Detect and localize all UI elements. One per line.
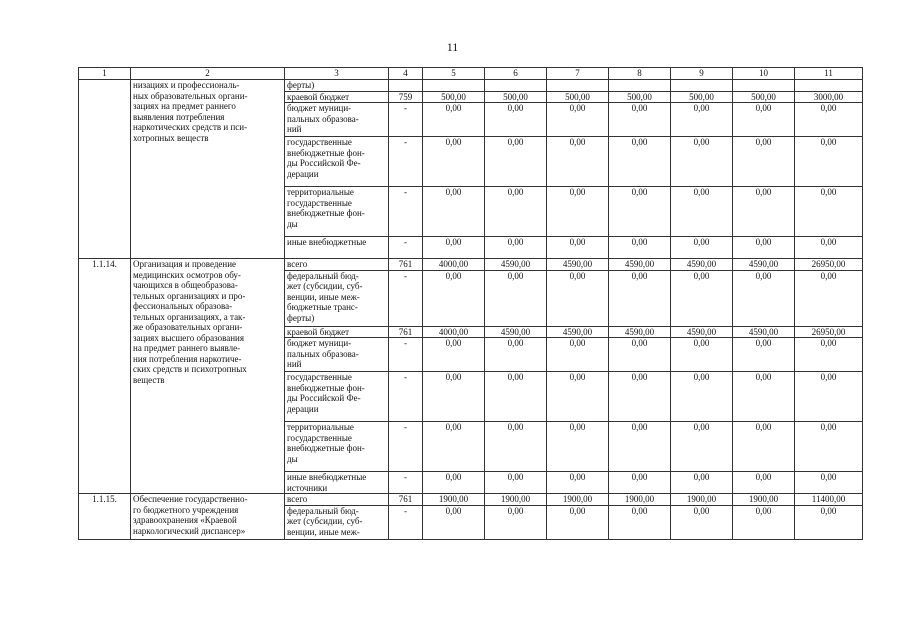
amount-col-7: 0,00 bbox=[547, 338, 609, 372]
amount-col-7: 0,00 bbox=[547, 372, 609, 422]
amount-col-6: 0,00 bbox=[485, 270, 547, 326]
amount-col-8: 0,00 bbox=[609, 270, 671, 326]
page-number: 11 bbox=[446, 40, 459, 54]
amount-col-6 bbox=[485, 80, 547, 92]
amount-col-7: 1900,00 bbox=[547, 494, 609, 506]
cont-item-number bbox=[79, 80, 131, 259]
amount-col-11: 0,00 bbox=[795, 372, 863, 422]
amount-col-6: 0,00 bbox=[485, 505, 547, 539]
amount-col-9: 4590,00 bbox=[671, 259, 733, 271]
funding-source: краевой бюджет bbox=[285, 326, 389, 338]
amount-col-10: 4590,00 bbox=[733, 326, 795, 338]
amount-col-11: 0,00 bbox=[795, 270, 863, 326]
table-row bbox=[79, 259, 863, 271]
amount-col-11: 0,00 bbox=[795, 472, 863, 494]
amount-col-10: 500,00 bbox=[733, 91, 795, 103]
amount-col-8: 0,00 bbox=[609, 338, 671, 372]
column-header-4: 4 bbox=[389, 68, 423, 80]
amount-col-5: 0,00 bbox=[423, 472, 485, 494]
amount-col-6: 4590,00 bbox=[485, 326, 547, 338]
amount-col-7: 0,00 bbox=[547, 472, 609, 494]
amount-col-7: 0,00 bbox=[547, 422, 609, 472]
amount-col-5: 0,00 bbox=[423, 103, 485, 137]
amount-col-6: 0,00 bbox=[485, 372, 547, 422]
budget-code: 759 bbox=[389, 91, 423, 103]
amount-col-9: 0,00 bbox=[671, 237, 733, 259]
amount-col-6: 0,00 bbox=[485, 422, 547, 472]
budget-code: - bbox=[389, 237, 423, 259]
amount-col-7: 0,00 bbox=[547, 103, 609, 137]
budget-code: - bbox=[389, 103, 423, 137]
amount-col-8: 4590,00 bbox=[609, 259, 671, 271]
amount-col-10: 0,00 bbox=[733, 372, 795, 422]
amount-col-11: 0,00 bbox=[795, 187, 863, 237]
funding-source: краевой бюджет bbox=[285, 91, 389, 103]
amount-col-9: 0,00 bbox=[671, 422, 733, 472]
amount-col-11: 26950,00 bbox=[795, 326, 863, 338]
amount-col-10: 0,00 bbox=[733, 187, 795, 237]
amount-col-11: 0,00 bbox=[795, 505, 863, 539]
amount-col-7 bbox=[547, 80, 609, 92]
amount-col-11: 0,00 bbox=[795, 338, 863, 372]
amount-col-10: 1900,00 bbox=[733, 494, 795, 506]
amount-col-6: 0,00 bbox=[485, 103, 547, 137]
amount-col-7: 500,00 bbox=[547, 91, 609, 103]
amount-col-8: 1900,00 bbox=[609, 494, 671, 506]
amount-col-5: 0,00 bbox=[423, 137, 485, 187]
amount-col-6: 4590,00 bbox=[485, 259, 547, 271]
amount-col-9: 0,00 bbox=[671, 338, 733, 372]
amount-col-10: 0,00 bbox=[733, 472, 795, 494]
budget-code: - bbox=[389, 187, 423, 237]
amount-col-5 bbox=[423, 80, 485, 92]
amount-col-9: 500,00 bbox=[671, 91, 733, 103]
amount-col-11 bbox=[795, 80, 863, 92]
item-1-1-14-description: Организация и проведение медицинских осмотров обу- чающихся в общеобразова- тельных организациях и про- фессиональных образова- тельных организациях, а так- же образовательных органи- зациях высшего образования на предмет раннего выявле- ния потребления наркотиче- ских средств и психотропных веществ bbox=[131, 259, 285, 494]
column-header-3: 3 bbox=[285, 68, 389, 80]
amount-col-8: 0,00 bbox=[609, 472, 671, 494]
cont-description: низациях и профессиональ- ных образовательных органи- зациях на предмет раннего выявления потребления наркотических средств и пси- хотропных веществ bbox=[131, 80, 285, 259]
item-1-1-15-item-number: 1.1.15. bbox=[79, 494, 131, 540]
budget-code: - bbox=[389, 270, 423, 326]
amount-col-9: 0,00 bbox=[671, 472, 733, 494]
column-header-8: 8 bbox=[609, 68, 671, 80]
amount-col-10: 0,00 bbox=[733, 137, 795, 187]
amount-col-9: 0,00 bbox=[671, 270, 733, 326]
amount-col-10: 0,00 bbox=[733, 338, 795, 372]
funding-source: всего bbox=[285, 494, 389, 506]
amount-col-8: 4590,00 bbox=[609, 326, 671, 338]
amount-col-9: 0,00 bbox=[671, 103, 733, 137]
amount-col-6: 0,00 bbox=[485, 187, 547, 237]
table-row bbox=[79, 494, 863, 506]
amount-col-9 bbox=[671, 80, 733, 92]
amount-col-9: 0,00 bbox=[671, 187, 733, 237]
funding-source: иные внебюджетные bbox=[285, 237, 389, 259]
column-header-2: 2 bbox=[131, 68, 285, 80]
amount-col-10: 0,00 bbox=[733, 103, 795, 137]
amount-col-11: 0,00 bbox=[795, 237, 863, 259]
amount-col-9: 0,00 bbox=[671, 372, 733, 422]
amount-col-8 bbox=[609, 80, 671, 92]
amount-col-5: 0,00 bbox=[423, 237, 485, 259]
amount-col-5: 0,00 bbox=[423, 187, 485, 237]
item-1-1-14-item-number: 1.1.14. bbox=[79, 259, 131, 494]
amount-col-5: 0,00 bbox=[423, 270, 485, 326]
amount-col-10 bbox=[733, 80, 795, 92]
amount-col-8: 0,00 bbox=[609, 505, 671, 539]
budget-code: - bbox=[389, 137, 423, 187]
funding-source: территориальные государственные внебюджетные фон- ды bbox=[285, 422, 389, 472]
funding-source: федеральный бюд- жет (субсидии, суб- венции, иные меж- бюджетные транс- ферты) bbox=[285, 270, 389, 326]
amount-col-5: 500,00 bbox=[423, 91, 485, 103]
amount-col-7: 0,00 bbox=[547, 505, 609, 539]
funding-source: бюджет муници- пальных образова- ний bbox=[285, 338, 389, 372]
budget-code bbox=[389, 80, 423, 92]
table-row bbox=[79, 80, 863, 92]
budget-table bbox=[78, 67, 863, 540]
budget-code: 761 bbox=[389, 326, 423, 338]
amount-col-5: 4000,00 bbox=[423, 259, 485, 271]
amount-col-11: 3000,00 bbox=[795, 91, 863, 103]
amount-col-7: 0,00 bbox=[547, 137, 609, 187]
amount-col-6: 0,00 bbox=[485, 137, 547, 187]
amount-col-5: 4000,00 bbox=[423, 326, 485, 338]
amount-col-10: 0,00 bbox=[733, 505, 795, 539]
column-header-7: 7 bbox=[547, 68, 609, 80]
budget-code: - bbox=[389, 472, 423, 494]
amount-col-10: 0,00 bbox=[733, 422, 795, 472]
funding-source: всего bbox=[285, 259, 389, 271]
amount-col-11: 0,00 bbox=[795, 103, 863, 137]
amount-col-8: 0,00 bbox=[609, 137, 671, 187]
amount-col-11: 0,00 bbox=[795, 137, 863, 187]
amount-col-10: 0,00 bbox=[733, 270, 795, 326]
amount-col-10: 4590,00 bbox=[733, 259, 795, 271]
amount-col-7: 4590,00 bbox=[547, 259, 609, 271]
amount-col-11: 26950,00 bbox=[795, 259, 863, 271]
budget-code: - bbox=[389, 422, 423, 472]
amount-col-8: 0,00 bbox=[609, 372, 671, 422]
column-header-6: 6 bbox=[485, 68, 547, 80]
column-header-10: 10 bbox=[733, 68, 795, 80]
amount-col-6: 500,00 bbox=[485, 91, 547, 103]
column-header-11: 11 bbox=[795, 68, 863, 80]
funding-source: ферты) bbox=[285, 80, 389, 92]
amount-col-8: 0,00 bbox=[609, 103, 671, 137]
amount-col-11: 0,00 bbox=[795, 422, 863, 472]
amount-col-7: 0,00 bbox=[547, 187, 609, 237]
amount-col-9: 1900,00 bbox=[671, 494, 733, 506]
column-header-9: 9 bbox=[671, 68, 733, 80]
amount-col-7: 4590,00 bbox=[547, 326, 609, 338]
funding-source: иные внебюджетные источники bbox=[285, 472, 389, 494]
amount-col-7: 0,00 bbox=[547, 237, 609, 259]
funding-source: государственные внебюджетные фон- ды Российской Фе- дерации bbox=[285, 137, 389, 187]
amount-col-5: 1900,00 bbox=[423, 494, 485, 506]
column-header-5: 5 bbox=[423, 68, 485, 80]
amount-col-7: 0,00 bbox=[547, 270, 609, 326]
amount-col-10: 0,00 bbox=[733, 237, 795, 259]
budget-code: - bbox=[389, 338, 423, 372]
amount-col-9: 0,00 bbox=[671, 137, 733, 187]
funding-source: территориальные государственные внебюджетные фон- ды bbox=[285, 187, 389, 237]
header-row bbox=[79, 68, 863, 80]
amount-col-8: 500,00 bbox=[609, 91, 671, 103]
funding-source: бюджет муници- пальных образова- ний bbox=[285, 103, 389, 137]
budget-code: - bbox=[389, 372, 423, 422]
column-header-1: 1 bbox=[79, 68, 131, 80]
amount-col-8: 0,00 bbox=[609, 422, 671, 472]
amount-col-5: 0,00 bbox=[423, 338, 485, 372]
amount-col-9: 4590,00 bbox=[671, 326, 733, 338]
amount-col-6: 0,00 bbox=[485, 237, 547, 259]
amount-col-9: 0,00 bbox=[671, 505, 733, 539]
budget-code: 761 bbox=[389, 259, 423, 271]
funding-source: федеральный бюд- жет (субсидии, суб- венции, иные меж- bbox=[285, 505, 389, 539]
amount-col-11: 11400,00 bbox=[795, 494, 863, 506]
amount-col-5: 0,00 bbox=[423, 505, 485, 539]
budget-code: 761 bbox=[389, 494, 423, 506]
funding-source: государственные внебюджетные фон- ды Российской Фе- дерации bbox=[285, 372, 389, 422]
amount-col-5: 0,00 bbox=[423, 372, 485, 422]
amount-col-6: 1900,00 bbox=[485, 494, 547, 506]
budget-code: - bbox=[389, 505, 423, 539]
amount-col-6: 0,00 bbox=[485, 472, 547, 494]
amount-col-6: 0,00 bbox=[485, 338, 547, 372]
amount-col-5: 0,00 bbox=[423, 422, 485, 472]
item-1-1-15-description: Обеспечение государственно- го бюджетного учреждения здравоохранения «Краевой наркологический диспансер» bbox=[131, 494, 285, 540]
amount-col-8: 0,00 bbox=[609, 237, 671, 259]
amount-col-8: 0,00 bbox=[609, 187, 671, 237]
